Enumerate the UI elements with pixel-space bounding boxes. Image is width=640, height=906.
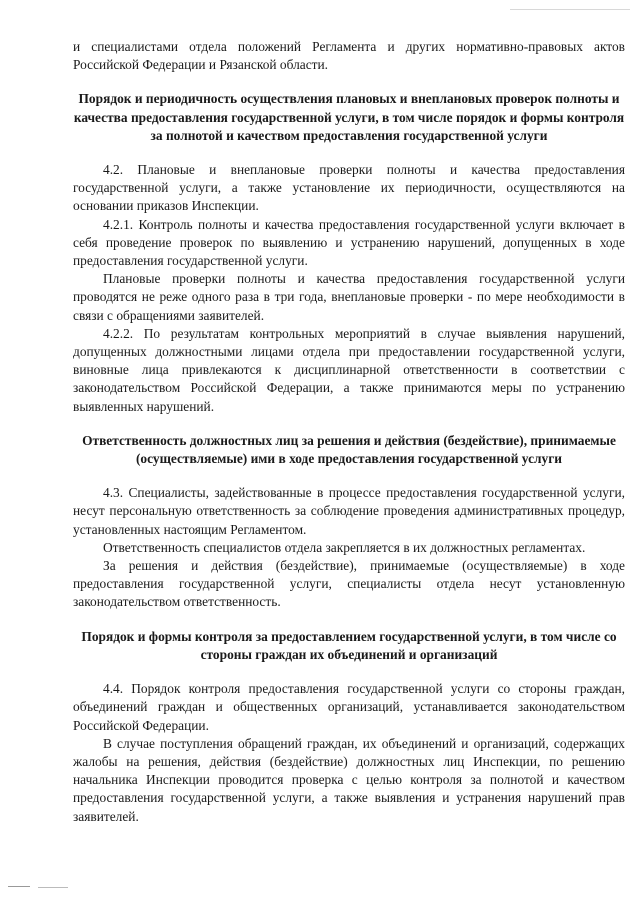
scan-margin-mark	[8, 886, 78, 889]
scan-edge-line	[510, 9, 630, 10]
paragraph-4-3: 4.3. Специалисты, задействованные в процессе предоставления государственной услуги, несут персональную ответственность за соблюдение проведения административных процедур, установленных настоящим Регламентом.	[73, 485, 625, 537]
paragraph-4-4: 4.4. Порядок контроля предоставления государственной услуги со стороны граждан, объединений граждан и общественных организаций, устанавливается законодательством Российской Федерации.	[73, 681, 625, 733]
section-heading-control-forms: Порядок и формы контроля за предоставлением государственной услуги, в том числе со стороны граждан их объединений и организаций	[81, 628, 617, 662]
section-heading-responsibility: Ответственность должностных лиц за решения и действия (бездействие), принимаемые (осуществляемые) ими в ходе предоставления государственной услуги	[82, 432, 616, 467]
paragraph-planned-checks: Плановые проверки полноты и качества предоставления государственной услуги проводятся не реже одного раза в три года, внеплановые проверки - по мере необходимости в связи с обращениями заявителей.	[73, 271, 625, 323]
intro-paragraph: и специалистами отдела положений Регламента и других нормативно-правовых актов Российской Федерации и Рязанской области.	[73, 39, 625, 73]
section-heading-inspections: Порядок и периодичность осуществления плановых и внеплановых проверок полноты и качества предоставления государственной услуги, в том числе порядок и формы контроля за полнотой и качеством предоставления государственной услуги	[73, 91, 625, 143]
paragraph-decisions-actions: За решения и действия (бездействие), принимаемые (осуществляемые) в ходе предоставления государственной услуги, специалисты отдела несут установленную законодательством ответственность.	[73, 558, 625, 610]
paragraph-complaints: В случае поступления обращений граждан, их объединений и организаций, содержащих жалобы на решения, действия (бездействие) должностных лиц Инспекции, по решению начальника Инспекции проводится проверка с целью контроля за полнотой и качеством предоставления государственной услуги, а также выявления и устранения нарушений прав заявителей.	[73, 735, 625, 824]
document-body	[73, 38, 625, 826]
paragraph-responsibility-regulations: Ответственность специалистов отдела закрепляется в их должностных регламентах.	[103, 539, 586, 555]
paragraph-4-2-2: 4.2.2. По результатам контрольных мероприятий в случае выявления нарушений, допущенных должностными лицами отдела при предоставлении государственной услуги, виновные лица привлекаются к дисциплинарной ответственности в соответствии с законодательством Российской Федерации, а также принимаются меры по устранению выявленных нарушений.	[73, 325, 625, 414]
paragraph-4-2-1: 4.2.1. Контроль полноты и качества предоставления государственной услуги включает в себя проведение проверок по выявлению и устранению нарушений, допущенных в ходе предоставления государственной услуги.	[73, 216, 625, 269]
paragraph-4-2: 4.2. Плановые и внеплановые проверки полноты и качества предоставления государственной услуги, а также установление их периодичности, осуществляются на основании приказов Инспекции.	[73, 162, 625, 214]
